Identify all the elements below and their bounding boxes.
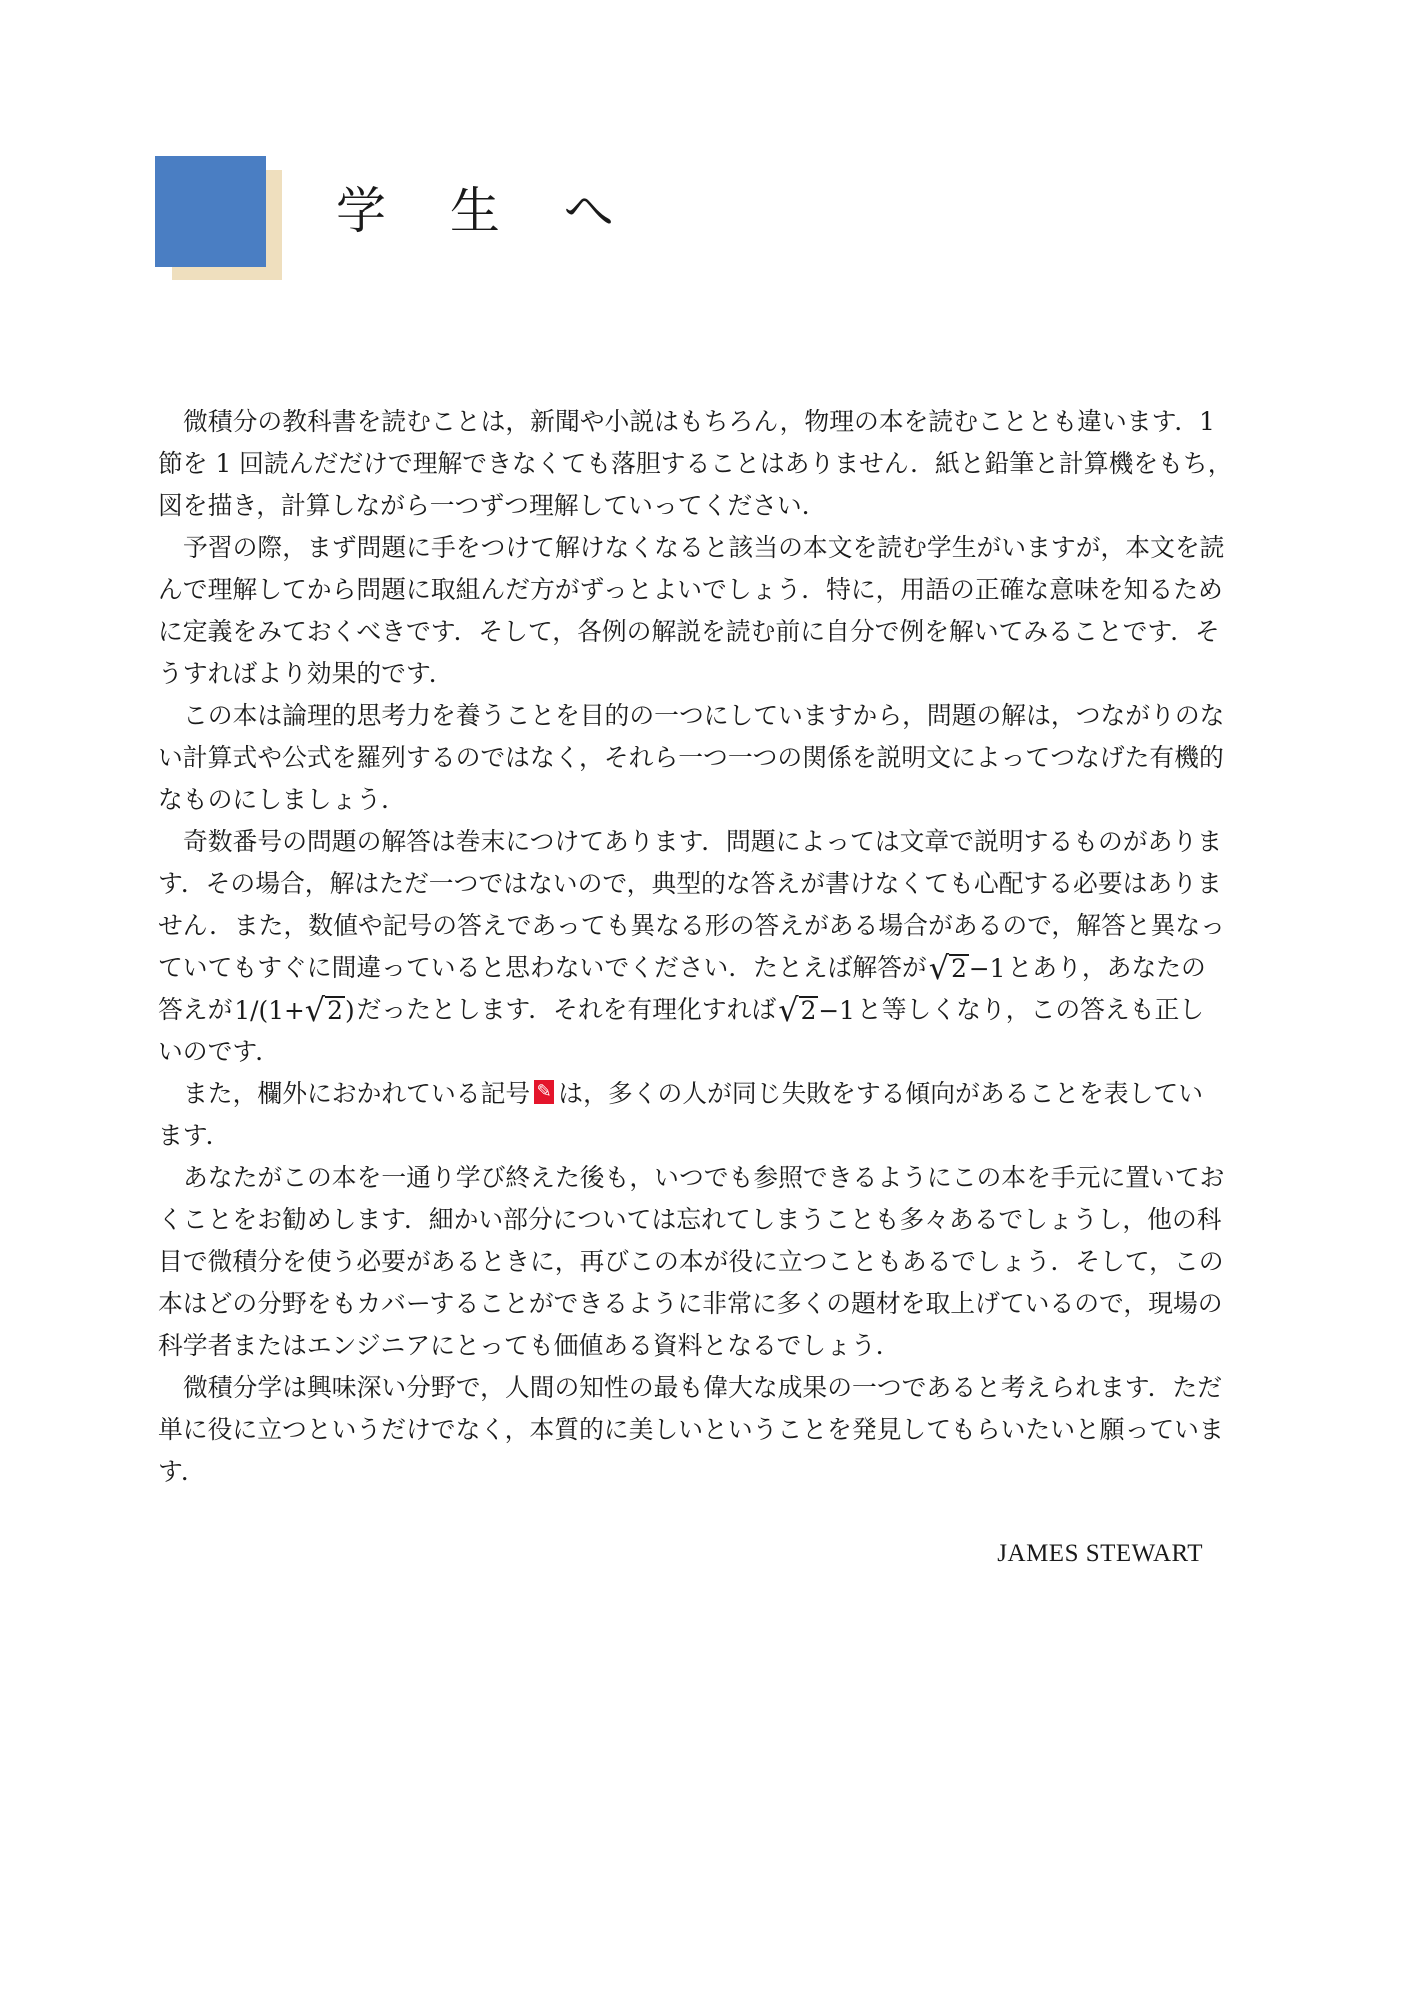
text-line: んで理解してから問題に取組んだ方がずっとよいでしょう．特に，用語の正確な意味を知るため bbox=[158, 575, 1223, 604]
text-line: せん．また，数値や記号の答えであっても異なる形の答えがある場合があるので，解答と異なっ bbox=[158, 911, 1226, 940]
math-sqrt2-minus-1 bbox=[778, 990, 855, 1029]
caution-pencil-icon: ✎ bbox=[534, 1080, 554, 1104]
author-signature: JAMES STEWART bbox=[997, 1540, 1203, 1567]
text-line: 単に役に立つというだけでなく，本質的に美しいということを発見してもらいたいと願っていま bbox=[158, 1415, 1224, 1444]
text-segment: ていてもすぐに間違っていると思わないでください．たとえば解答が bbox=[158, 953, 927, 982]
math-sqrt2-minus-1 bbox=[928, 948, 1006, 987]
text-line: に定義をみておくべきです．そして，各例の解説を読む前に自分で例を解いてみることです．そ bbox=[158, 617, 1220, 646]
text-line: 図を描き，計算しながら一つずつ理解していってください． bbox=[158, 491, 827, 520]
text-segment: 答えが bbox=[158, 995, 233, 1024]
text-line: うすればより効果的です． bbox=[158, 659, 454, 688]
text-line: い計算式や公式を羅列するのではなく，それら一つ一つの関係を説明文によってつなげた有機的 bbox=[158, 743, 1224, 772]
sqrt-sign: √ bbox=[778, 990, 799, 1029]
sqrt-radicand: 2 bbox=[800, 995, 817, 1025]
text-segment: だったとします．それを有理化すれば bbox=[356, 995, 777, 1024]
text-line: この本は論理的思考力を養うことを目的の一つにしていますから，問題の解は，つながりのな bbox=[183, 701, 1225, 730]
text-line: 奇数番号の問題の解答は巻末につけてあります．問題によっては文章で説明するものがありま bbox=[183, 827, 1222, 856]
sqrt-radicand: 2 bbox=[951, 953, 967, 983]
text-line: 予習の際，まず問題に手をつけて解けなくなると該当の本文を読む学生がいますが，本文を読 bbox=[183, 533, 1225, 562]
text-segment: と等しくなり，この答えも正し bbox=[856, 995, 1205, 1024]
sqrt-sign: √ bbox=[928, 948, 950, 987]
text-line: あなたがこの本を一通り学び終えた後も，いつでも参照できるようにこの本を手元に置いてお bbox=[183, 1163, 1225, 1192]
text-line: くことをお勧めします．細かい部分については忘れてしまうことも多々あるでしょうし，他の科 bbox=[158, 1205, 1222, 1234]
text-line: 目で微積分を使う必要があるときに，再びこの本が役に立つこともあるでしょう．そして，この bbox=[158, 1247, 1224, 1276]
sqrt-sign: √ bbox=[304, 990, 326, 1029]
math-minus-one: −1 bbox=[818, 995, 855, 1025]
text-line: ます． bbox=[158, 1121, 231, 1150]
math-fraction bbox=[234, 990, 355, 1029]
text-line: 微積分学は興味深い分野で，人間の知性の最も偉大な成果の一つであると考えられます．ただ bbox=[183, 1373, 1222, 1402]
text-line bbox=[158, 987, 1203, 1029]
text-line: いのです． bbox=[158, 1037, 281, 1066]
text-line: なものにしましょう． bbox=[158, 785, 406, 814]
text-line: 節を 1 回読んだだけで理解できなくても落胆することはありません．紙と鉛筆と計算機をもち， bbox=[158, 449, 1233, 478]
math-minus-one: −1 bbox=[968, 953, 1006, 983]
title-decoration-square bbox=[155, 156, 266, 267]
text-line: 科学者またはエンジニアにとっても価値ある資料となるでしょう． bbox=[158, 1331, 901, 1360]
text-segment: は，多くの人が同じ失敗をする傾向があることを表してい bbox=[558, 1079, 1203, 1108]
text-segment: また，欄外におかれている記号 bbox=[183, 1079, 531, 1108]
page-title: 学 生 へ bbox=[336, 182, 638, 240]
text-line: す． bbox=[158, 1457, 206, 1486]
text-line: す．その場合，解はただ一つではないので，典型的な答えが書けなくても心配する必要はありま bbox=[158, 869, 1222, 898]
text-line: 微積分の教科書を読むことは，新聞や小説はもちろん，物理の本を読むこととも違います．1 bbox=[183, 407, 1215, 436]
math-frac-close: ) bbox=[344, 995, 355, 1025]
sqrt-radicand: 2 bbox=[327, 995, 343, 1025]
text-segment: とあり，あなたの bbox=[1007, 953, 1206, 982]
text-line bbox=[158, 945, 1206, 987]
body-text bbox=[158, 399, 1233, 1491]
text-line bbox=[158, 1071, 1203, 1113]
math-frac-open: 1/(1+ bbox=[234, 995, 305, 1025]
text-line: 本はどの分野をもカバーすることができるように非常に多くの題材を取上げているので，現場の bbox=[158, 1289, 1223, 1318]
